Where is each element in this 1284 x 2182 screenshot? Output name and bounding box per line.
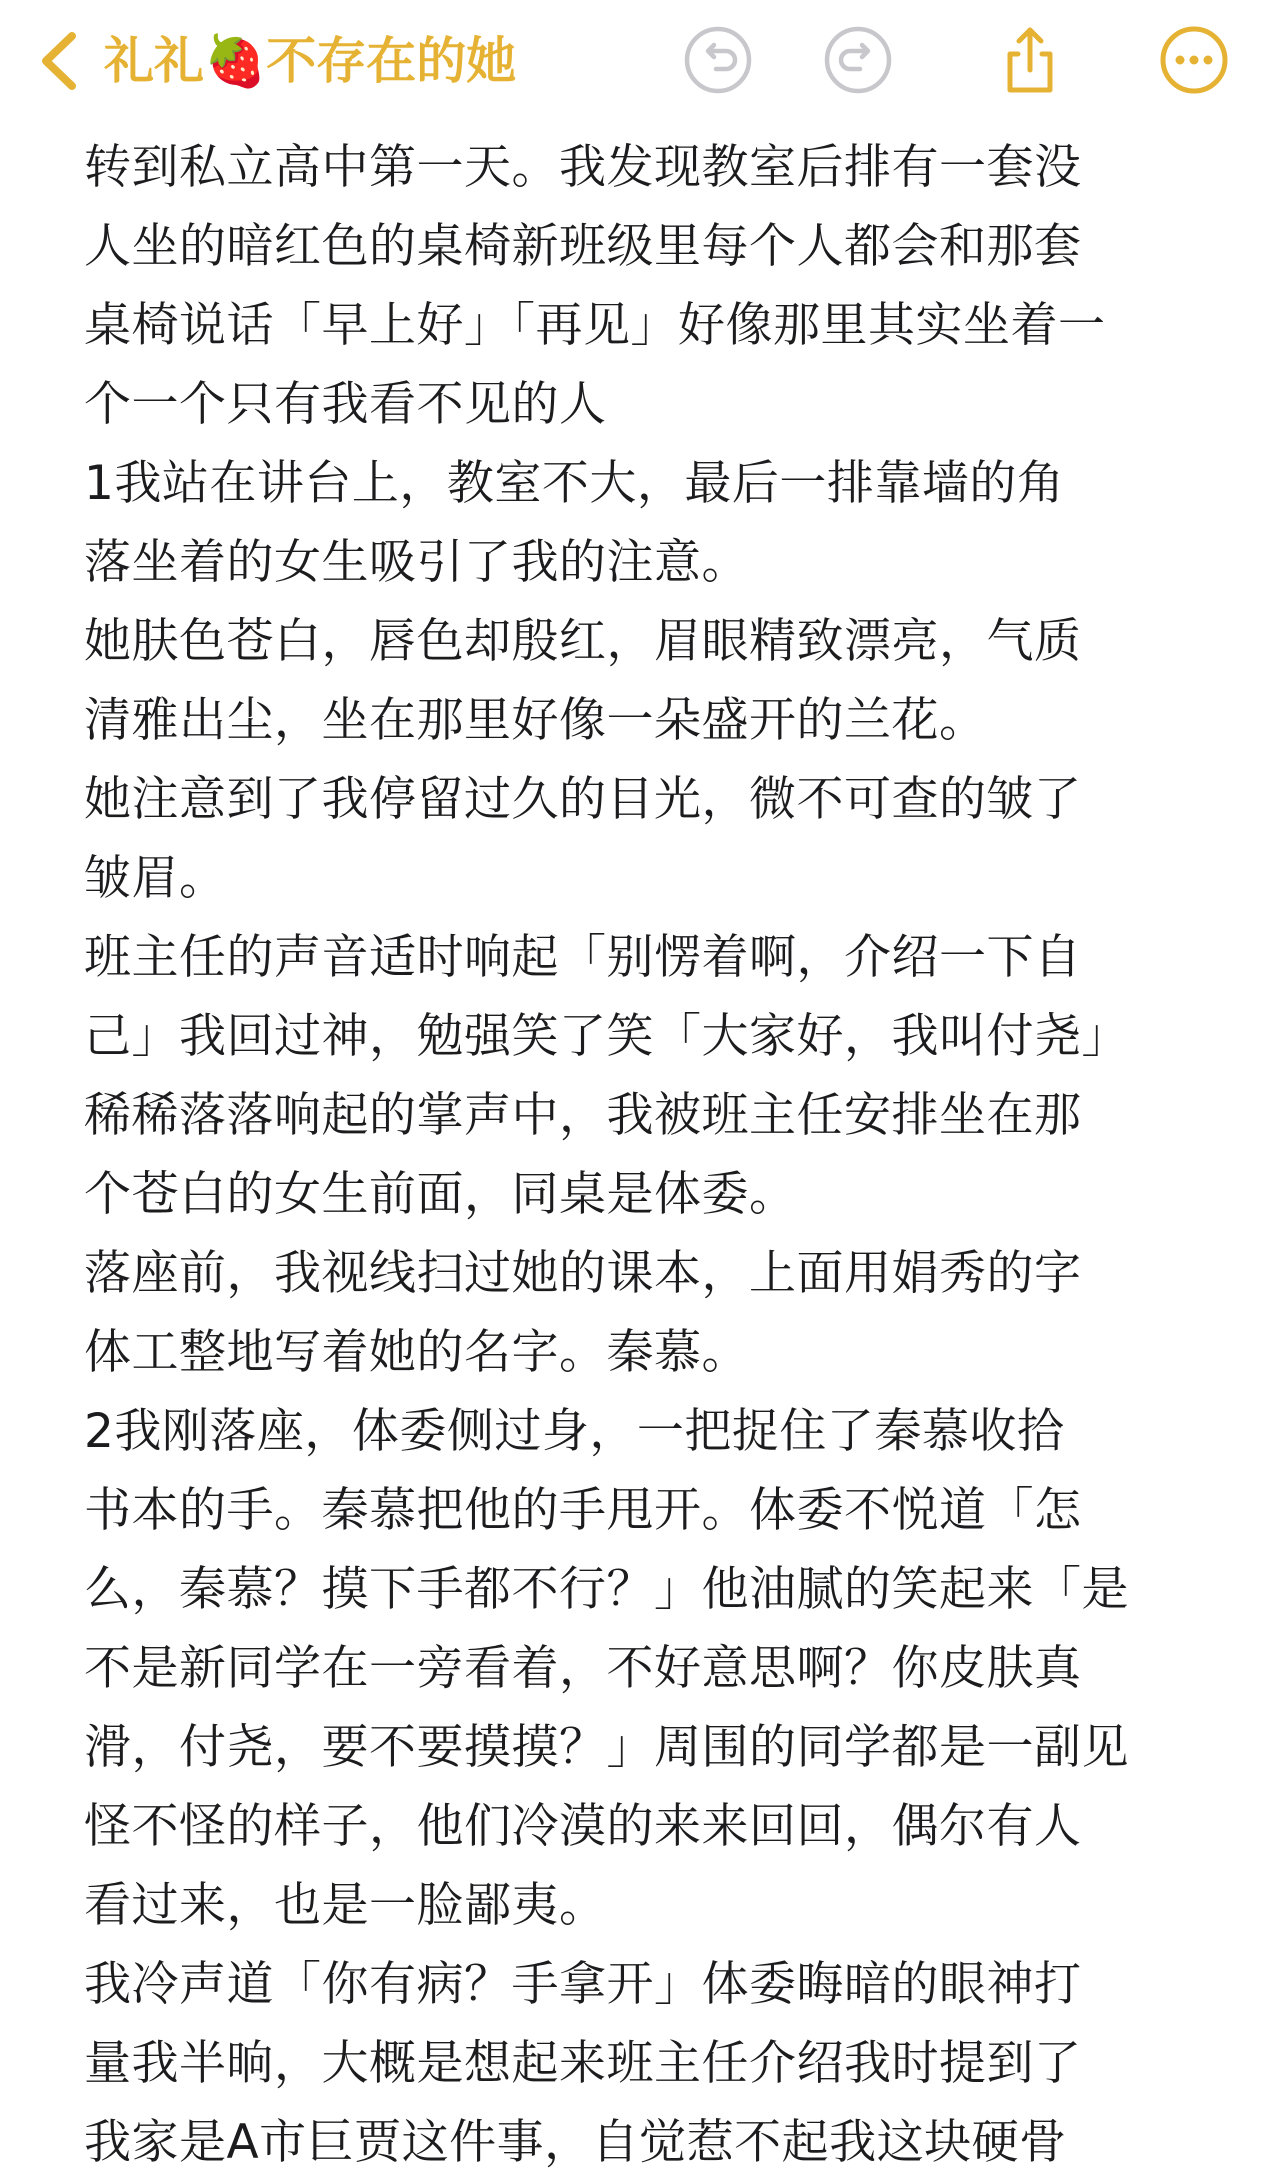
note-line: 清雅出尘，坐在那里好像一朵盛开的兰花。 bbox=[84, 693, 987, 748]
note-line: 怪不怪的样子，他们冷漠的来来回回，偶尔有人 bbox=[84, 1799, 1082, 1854]
note-line: 班主任的声音适时响起「别愣着啊，介绍一下自 bbox=[84, 930, 1082, 985]
redo-icon bbox=[822, 24, 894, 96]
note-line: 人坐的暗红色的桌椅新班级里每个人都会和那套 bbox=[84, 219, 1082, 274]
note-toolbar bbox=[0, 0, 1284, 120]
back-button[interactable] bbox=[36, 26, 516, 96]
note-line: 看过来，也是一脸鄙夷。 bbox=[84, 1878, 607, 1933]
more-icon bbox=[1158, 24, 1230, 96]
note-line: 己」我回过神，勉强笑了笑「大家好，我叫付尧」 bbox=[84, 1009, 1129, 1064]
note-line: 落座前，我视线扫过她的课本，上面用娟秀的字 bbox=[84, 1246, 1082, 1301]
more-button[interactable] bbox=[1158, 24, 1230, 96]
note-line: 个一个只有我看不见的人 bbox=[84, 377, 607, 432]
note-line: 皱眉。 bbox=[84, 851, 227, 906]
note-line: 她肤色苍白，唇色却殷红，眉眼精致漂亮，气质 bbox=[84, 614, 1082, 669]
note-line: 2我刚落座，体委侧过身，一把捉住了秦慕收拾 bbox=[84, 1404, 1065, 1459]
note-line: 体工整地写着她的名字。秦慕。 bbox=[84, 1325, 749, 1380]
note-line: 量我半晌，大概是想起来班主任介绍我时提到了 bbox=[84, 2036, 1082, 2091]
note-line: 个苍白的女生前面，同桌是体委。 bbox=[84, 1167, 797, 1222]
note-line: 转到私立高中第一天。我发现教室后排有一套没 bbox=[84, 140, 1082, 195]
note-line: 么，秦慕？摸下手都不行？」他油腻的笑起来「是 bbox=[84, 1562, 1129, 1617]
chevron-left-icon bbox=[36, 30, 82, 92]
undo-button[interactable] bbox=[682, 24, 754, 96]
note-line: 她注意到了我停留过久的目光，微不可查的皱了 bbox=[84, 772, 1082, 827]
note-line: 落坐着的女生吸引了我的注意。 bbox=[84, 535, 749, 590]
note-line: 我家是A市巨贾这件事，自觉惹不起我这块硬骨 bbox=[84, 2115, 1067, 2170]
note-line: 书本的手。秦慕把他的手甩开。体委不悦道「怎 bbox=[84, 1483, 1082, 1538]
undo-icon bbox=[682, 24, 754, 96]
note-line: 1我站在讲台上，教室不大，最后一排靠墙的角 bbox=[84, 456, 1065, 511]
note-line: 滑，付尧，要不要摸摸？」周围的同学都是一副见 bbox=[84, 1720, 1129, 1775]
share-icon bbox=[994, 24, 1066, 96]
note-line: 稀稀落落响起的掌声中，我被班主任安排坐在那 bbox=[84, 1088, 1082, 1143]
redo-button[interactable] bbox=[822, 24, 894, 96]
note-line: 桌椅说话「早上好」「再见」好像那里其实坐着一 bbox=[84, 298, 1106, 353]
note-line: 不是新同学在一旁看着，不好意思啊？你皮肤真 bbox=[84, 1641, 1082, 1696]
note-line: 我冷声道「你有病？手拿开」体委晦暗的眼神打 bbox=[84, 1957, 1082, 2012]
back-label: 礼礼🍓不存在的她 bbox=[104, 32, 517, 90]
note-body[interactable] bbox=[84, 128, 1234, 2182]
share-button[interactable] bbox=[994, 24, 1066, 96]
